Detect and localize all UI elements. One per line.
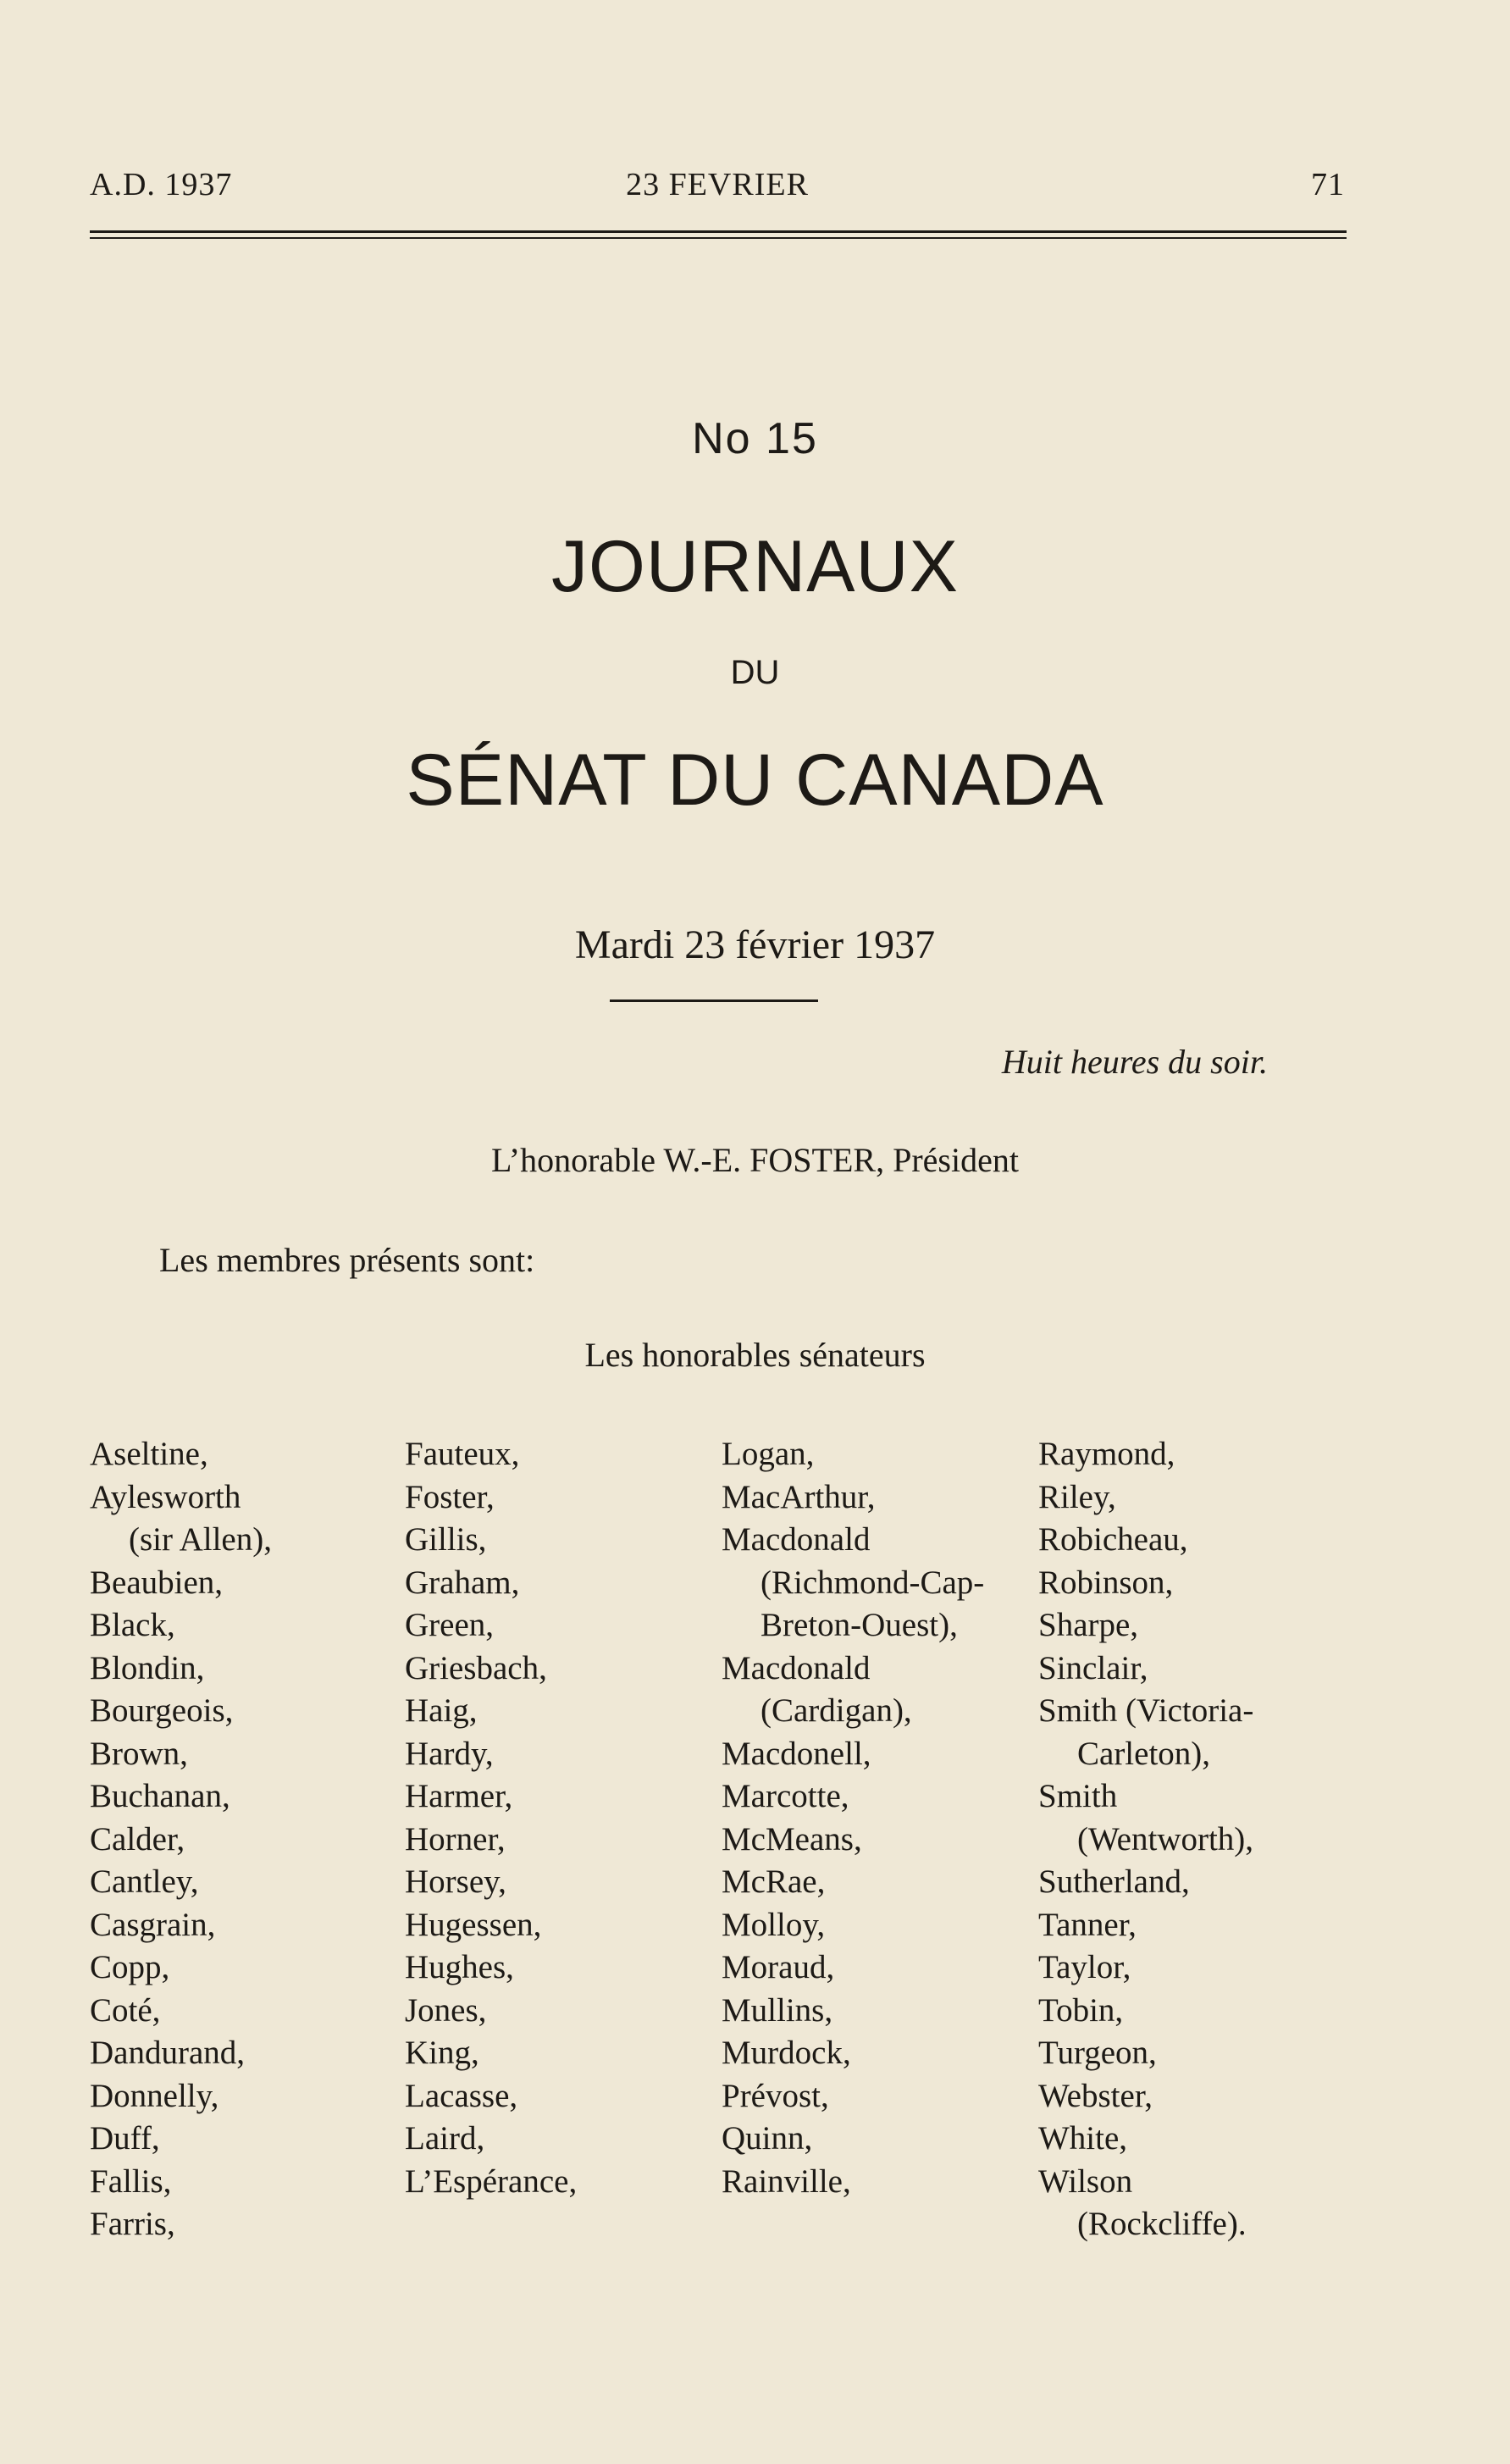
senator-name: Macdonald [722,1649,871,1686]
senator-name: Dandurand, [90,2035,246,2071]
senator-name: Macdonell, [722,1735,871,1772]
senator-name: Wilson [1038,2162,1133,2200]
senator-name: Black, [90,1607,175,1643]
senator-name: Webster, [1038,2077,1153,2114]
senator-column-4 [1038,1433,1253,2246]
senator-name: Sharpe, [1038,1607,1139,1643]
senator-name: Haig, [405,1692,478,1729]
senator-name: MacArthur, [722,1478,876,1515]
senator-name: Cantley, [90,1863,199,1900]
senator-name: Marcotte, [722,1778,849,1814]
senator-column-1 [90,1433,272,2246]
running-head [90,166,1345,208]
senator-name: Smith (Victoria- [1038,1692,1254,1729]
senator-name: (Cardigan), [761,1692,912,1729]
journal-title: JOURNAUX [550,526,960,607]
senator-name: Gillis, [405,1521,487,1558]
senator-name: Buchanan, [90,1778,230,1814]
senator-name: Casgrain, [90,1906,216,1943]
senator-name: Molloy, [722,1906,826,1943]
senator-name: Carleton), [1077,1735,1211,1772]
senator-name: Hardy, [405,1735,494,1772]
senator-name: Prévost, [722,2077,829,2114]
senator-name: L’Espérance, [405,2162,578,2200]
senator-name: Sutherland, [1038,1863,1190,1900]
senator-name: Griesbach, [405,1649,547,1686]
senator-name: Riley, [1038,1478,1116,1515]
senator-name: Horsey, [405,1863,506,1900]
senator-name: Sinclair, [1038,1649,1148,1686]
senator-list [90,1433,1360,2255]
senator-name: Turgeon, [1038,2035,1157,2071]
senator-name: Fauteux, [405,1436,520,1472]
page-number: 71 [1311,167,1345,202]
senator-name: Robinson, [1038,1564,1174,1601]
senator-name: Jones, [405,1991,487,2029]
senator-name: Lacasse, [405,2077,518,2114]
date-rule [610,999,818,1002]
header-double-rule [90,230,1347,239]
senators-heading: Les honorables sénateurs [584,1336,926,1374]
senator-column-2 [405,1433,577,2203]
members-intro: Les membres présents sont: [159,1241,535,1279]
senator-name: Blondin, [90,1649,205,1686]
senator-name: Horner, [405,1820,506,1858]
senator-name: Laird, [405,2120,485,2157]
sitting-time: Huit heures du soir. [1001,1043,1268,1081]
senator-name: Hughes, [405,1949,514,1985]
senator-name: Donnelly, [90,2077,219,2114]
senator-name: Duff, [90,2120,160,2157]
senator-name: Copp, [90,1949,170,1985]
senator-name: Beaubien, [90,1564,224,1601]
senator-name: Raymond, [1038,1436,1175,1472]
senator-name: White, [1038,2120,1128,2157]
senator-name: (sir Allen), [129,1521,272,1558]
senator-name: Tobin, [1038,1991,1124,2029]
senator-name: Robicheau, [1038,1521,1188,1558]
senator-name: Tanner, [1038,1906,1137,1943]
senator-column-3 [722,1433,984,2203]
senator-name: Murdock, [722,2035,851,2071]
issue-number: No 15 [692,414,818,463]
senator-name: Mullins, [722,1991,833,2029]
senator-name: Fallis, [90,2162,172,2200]
senator-name: Moraud, [722,1949,835,1985]
senator-name: Taylor, [1038,1949,1131,1985]
sitting-date: Mardi 23 février 1937 [574,922,936,967]
title-connector: DU [730,654,780,691]
senator-name: King, [405,2035,479,2071]
senator-name: Macdonald [722,1521,871,1558]
senator-name: (Wentworth), [1077,1820,1254,1858]
senator-name: Bourgeois, [90,1692,234,1729]
senator-name: Breton-Ouest), [761,1607,958,1643]
senator-name: McMeans, [722,1820,862,1858]
senator-name: Graham, [405,1564,520,1601]
senate-title: SÉNAT DU CANADA [406,739,1104,821]
senator-name: Aseltine, [90,1436,208,1472]
senator-name: Smith [1038,1778,1118,1814]
senator-name: Rainville, [722,2162,851,2200]
senator-name: Logan, [722,1436,815,1472]
senator-name: Harmer, [405,1778,513,1814]
senator-name: Green, [405,1607,495,1643]
senator-name: Brown, [90,1735,188,1772]
senator-name: Aylesworth [90,1478,241,1515]
senator-name: McRae, [722,1863,826,1900]
senator-name: Calder, [90,1820,185,1858]
senator-name: Foster, [405,1478,495,1515]
senator-name: Coté, [90,1991,161,2029]
senator-name: (Richmond-Cap- [761,1564,985,1601]
senator-name: Quinn, [722,2120,813,2157]
running-head-date: 23 FEVRIER [626,167,809,202]
senator-name: (Rockcliffe). [1077,2206,1247,2242]
senator-name: Farris, [90,2206,175,2242]
speaker-line: L’honorable W.-E. FOSTER, Président [491,1141,1019,1179]
senator-name: Hugessen, [405,1906,542,1943]
running-head-year: A.D. 1937 [90,167,233,202]
